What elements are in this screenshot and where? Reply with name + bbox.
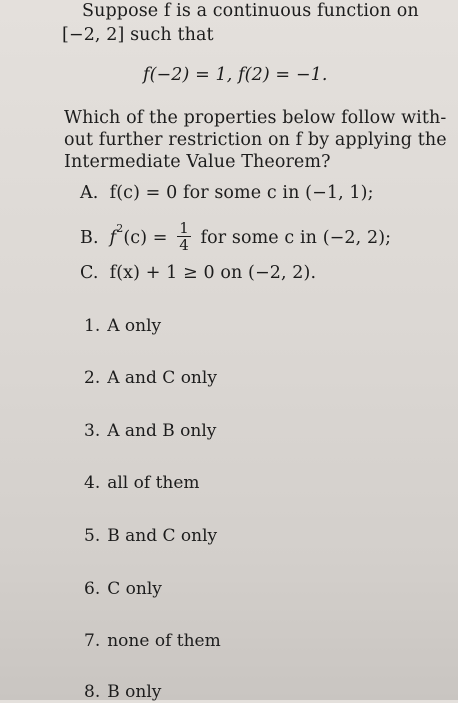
option-b-fraction [177, 220, 191, 253]
option-a-text: f(c) = 0 for some c in (−1, 1); [109, 183, 374, 203]
answer-choice-label: A and B only [107, 421, 217, 441]
option-c [80, 262, 316, 284]
answer-choice-label: all of them [107, 473, 200, 493]
option-b-exponent: 2 [116, 222, 124, 235]
question-line-5: out further restriction on f by applying the [64, 130, 447, 150]
option-b [80, 219, 392, 255]
answer-choice-7[interactable] [84, 630, 221, 652]
answer-choice-label: B and C only [107, 526, 218, 546]
answer-choice-number: 5. [84, 526, 101, 546]
question-line-1: Suppose f is a continuous function on [82, 1, 419, 21]
answer-choice-5[interactable] [84, 525, 217, 547]
question-line-4: Which of the properties below follow with- [64, 108, 447, 128]
answer-choice-label: none of them [107, 631, 221, 651]
option-b-argument: (c) = [123, 228, 168, 248]
option-c-letter: C. [80, 263, 99, 283]
answer-choice-number: 6. [84, 579, 101, 599]
answer-choice-number: 2. [84, 368, 101, 388]
question-line-2: [−2, 2] such that [62, 25, 214, 45]
answer-choice-1[interactable] [84, 315, 161, 337]
answer-choice-2[interactable] [84, 367, 217, 389]
option-b-rest: for some c in (−2, 2); [200, 228, 392, 248]
option-b-letter: B. [80, 228, 99, 248]
option-a [80, 182, 374, 204]
answer-choice-3[interactable] [84, 420, 216, 442]
answer-choice-4[interactable] [84, 472, 200, 494]
answer-choice-number: 8. [84, 682, 101, 702]
given-values: f(−2) = 1, f(2) = −1. [143, 65, 328, 85]
answer-choice-6[interactable] [84, 578, 162, 600]
fraction-numerator: 1 [179, 219, 189, 237]
answer-choice-label: C only [107, 579, 162, 599]
answer-choice-number: 3. [84, 421, 101, 441]
option-c-text: f(x) + 1 ≥ 0 on (−2, 2). [109, 263, 317, 283]
answer-choice-number: 1. [84, 316, 101, 336]
answer-choice-label: B only [107, 682, 162, 702]
option-a-letter: A. [80, 183, 99, 203]
option-b-function: f [109, 228, 117, 248]
fraction-denominator: 4 [179, 236, 189, 254]
answer-choice-number: 7. [84, 631, 101, 651]
answer-choice-label: A only [107, 316, 162, 336]
answer-choice-label: A and C only [107, 368, 217, 388]
answer-choice-number: 4. [84, 473, 101, 493]
question-line-6: Intermediate Value Theorem? [64, 152, 331, 172]
